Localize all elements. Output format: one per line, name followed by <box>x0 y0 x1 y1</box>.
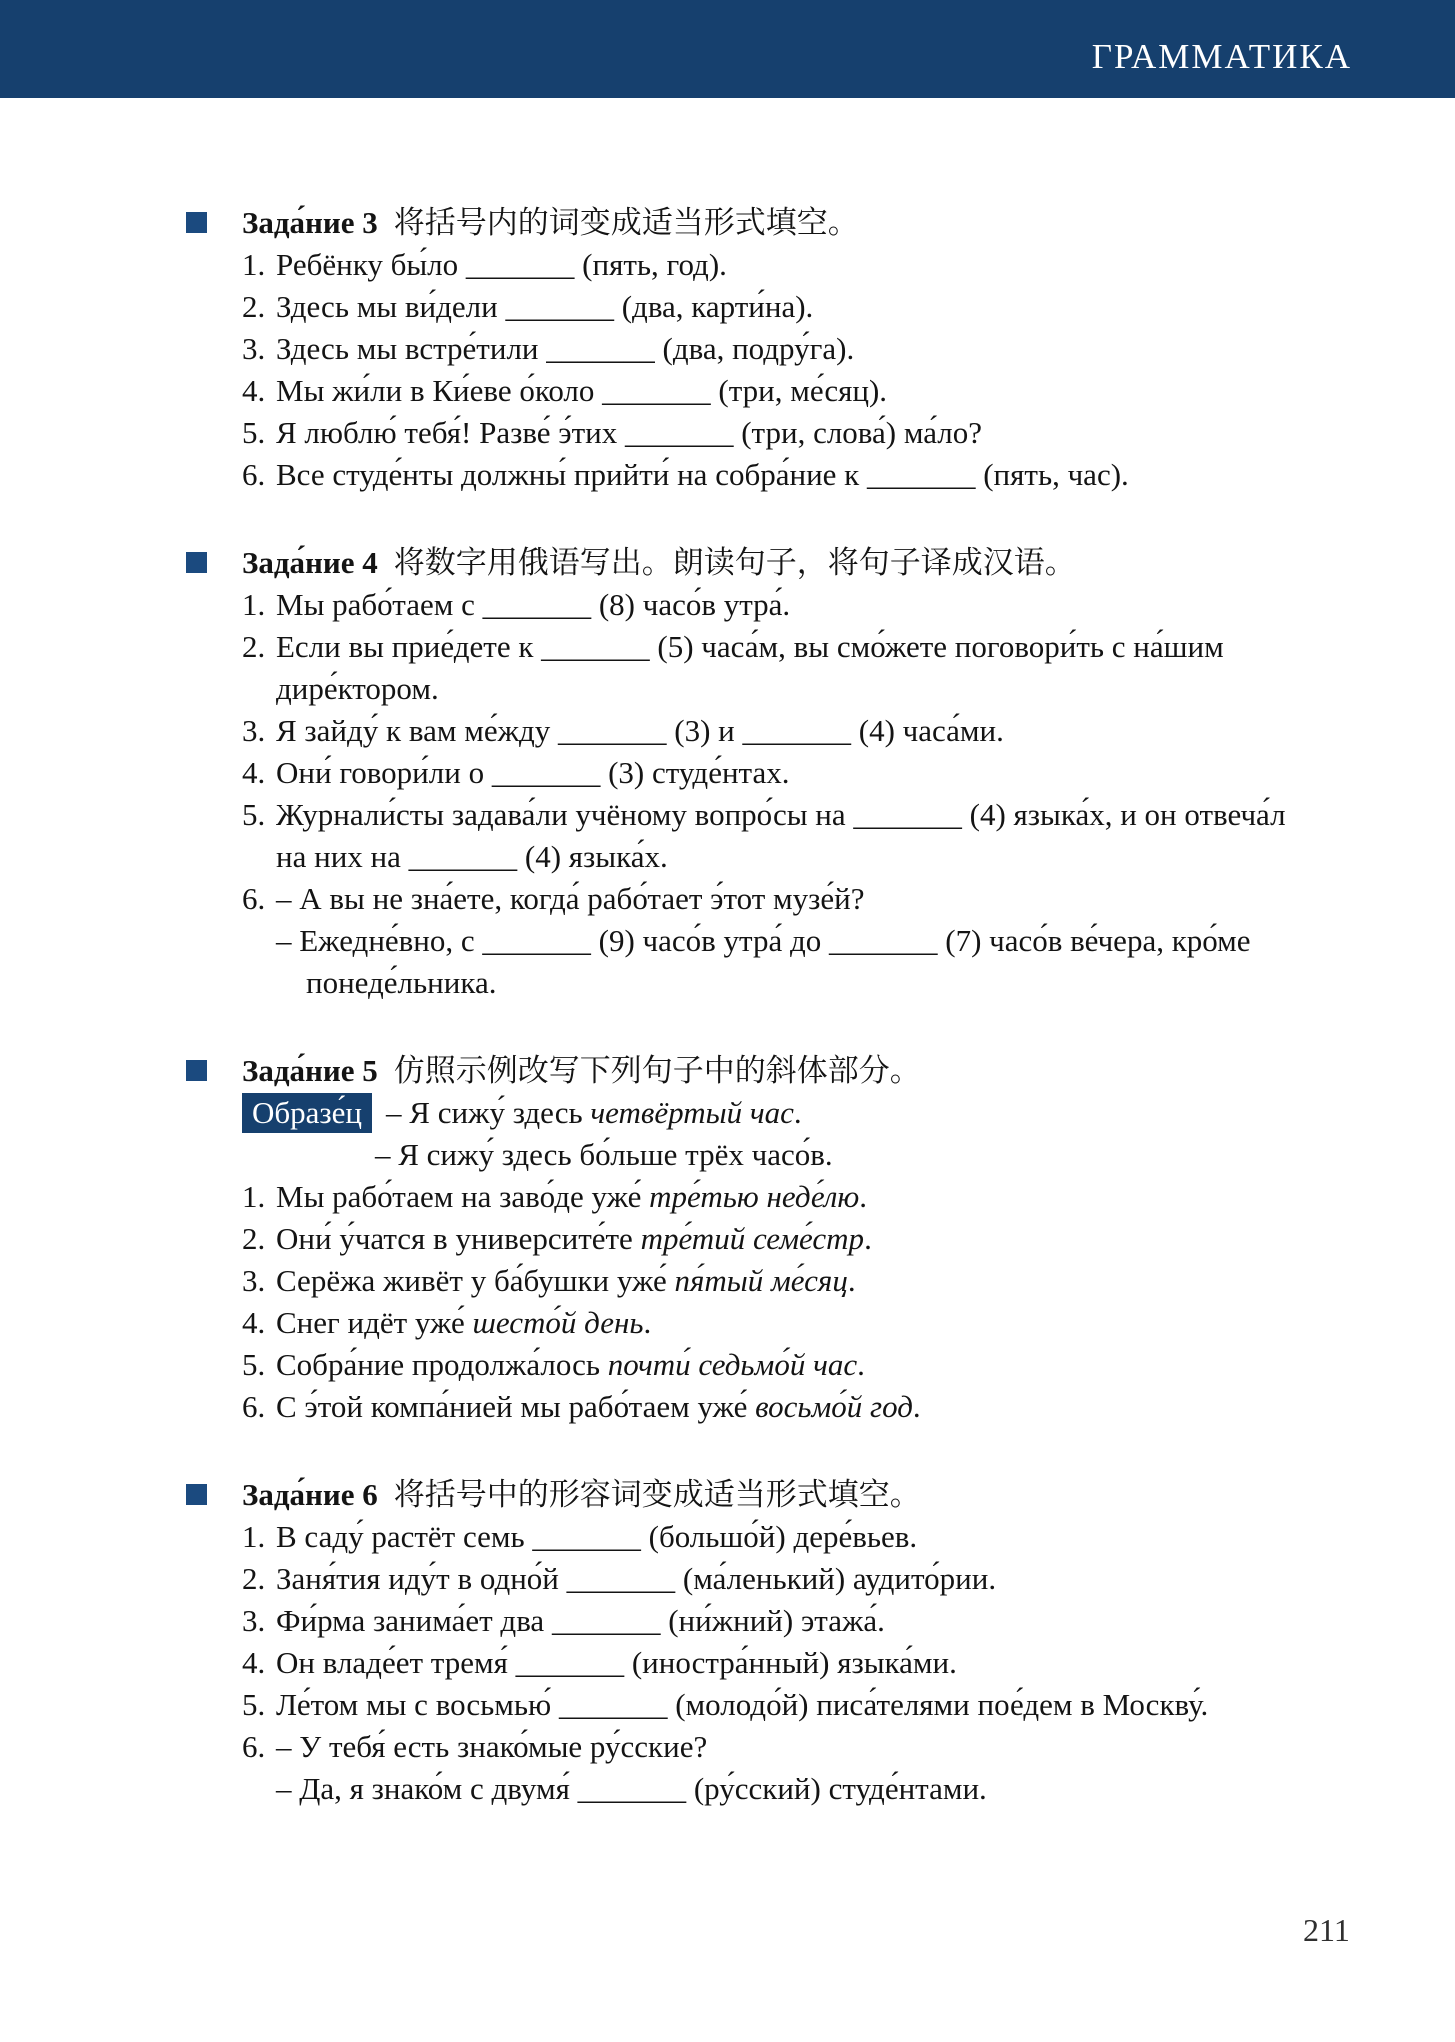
task-body <box>242 1092 1322 1428</box>
text-segment: В саду́ растёт семь _______ (большо́й) дере́вьев. <box>276 1519 918 1554</box>
text-segment: . <box>859 1179 867 1214</box>
item-number: 2. <box>242 289 266 324</box>
task-title: Зада́ние 4 <box>242 545 378 580</box>
exercise-item <box>242 626 1322 710</box>
exercise-item <box>242 244 1322 286</box>
item-number: 3. <box>242 1603 266 1638</box>
page-header-title: ГРАММАТИКА <box>1091 37 1352 76</box>
item-number: 6. <box>242 457 266 492</box>
text-segment: Я зайду́ к вам ме́жду _______ (3) и _______ (4) часа́ми. <box>276 713 1004 748</box>
item-line <box>242 1684 1322 1726</box>
item-number: 3. <box>242 713 266 748</box>
item-line <box>242 1516 1322 1558</box>
exercise-item <box>242 1726 1322 1810</box>
task-title: Зада́ние 6 <box>242 1477 378 1512</box>
text-segment: Заня́тия иду́т в одно́й _______ (ма́ленький) аудито́рии. <box>276 1561 997 1596</box>
task-title: Зада́ние 3 <box>242 205 378 240</box>
exercise-item <box>242 1176 1322 1218</box>
item-number: 2. <box>242 1561 266 1596</box>
italic-text-segment: восьмо́й год <box>755 1389 913 1424</box>
italic-text-segment: тре́тью неде́лю <box>649 1179 860 1214</box>
text-segment: Журнали́сты задава́ли учёному вопро́сы на _______ (4) языка́х, и он отвеча́л на них на _______ (4) языка́х. <box>276 797 1286 874</box>
exercise-item <box>242 1218 1322 1260</box>
exercise-item <box>242 286 1322 328</box>
task-6 <box>186 1474 1366 1810</box>
task-4 <box>186 542 1366 1004</box>
exercise-item <box>242 1260 1322 1302</box>
italic-text-segment: четвёртый час <box>590 1095 794 1130</box>
item-line <box>242 752 1322 794</box>
text-segment: . <box>864 1221 872 1256</box>
text-segment: Фи́рма занима́ет два _______ (ни́жний) этажа́. <box>276 1603 885 1638</box>
item-number: 5. <box>242 1687 266 1722</box>
text-segment: Мы рабо́таем с _______ (8) часо́в утра́. <box>276 587 791 622</box>
item-number: 1. <box>242 1519 266 1554</box>
exercise-item <box>242 454 1322 496</box>
exercise-item <box>242 710 1322 752</box>
text-segment: Они́ у́чатся в университе́те <box>276 1221 641 1256</box>
exercise-item <box>242 584 1322 626</box>
item-line <box>242 1726 1322 1768</box>
task-3 <box>186 202 1366 496</box>
task-header <box>186 542 1366 584</box>
exercise-item <box>242 328 1322 370</box>
exercise-item <box>242 1558 1322 1600</box>
item-line <box>242 286 1322 328</box>
task-header <box>186 1474 1366 1516</box>
text-segment: – Ежедне́вно, с _______ (9) часо́в утра́ до _______ (7) часо́в ве́чера, кро́ме понеде́льника. <box>276 923 1251 1000</box>
item-line <box>242 626 1322 710</box>
exercise-item <box>242 412 1322 454</box>
italic-text-segment: почти́ седьмо́й час <box>607 1347 858 1382</box>
tasks-root <box>186 202 1366 1810</box>
item-line <box>242 1218 1322 1260</box>
example-line <box>375 1134 1322 1176</box>
bullet-square-icon <box>186 1484 207 1505</box>
item-number: 1. <box>242 1179 266 1214</box>
exercise-item <box>242 370 1322 412</box>
bullet-square-icon <box>186 1060 207 1081</box>
text-segment: Мы рабо́таем на заво́де уже́ <box>276 1179 650 1214</box>
text-segment: Он владе́ет тремя́ _______ (иностра́нный) языка́ми. <box>276 1645 957 1680</box>
task-instruction: 仿照示例改写下列句子中的斜体部分。 <box>393 1053 921 1088</box>
exercise-item <box>242 1642 1322 1684</box>
exercise-item <box>242 1600 1322 1642</box>
text-segment: – Я сижу́ здесь <box>386 1095 591 1130</box>
item-number: 1. <box>242 587 266 622</box>
italic-text-segment: тре́тий семе́стр <box>640 1221 865 1256</box>
bullet-square-icon <box>186 552 207 573</box>
example-block <box>242 1092 1322 1176</box>
task-body <box>242 244 1322 496</box>
exercise-item <box>242 1386 1322 1428</box>
text-segment: Они́ говори́ли о _______ (3) студе́нтах. <box>276 755 790 790</box>
exercise-item <box>242 1516 1322 1558</box>
item-line <box>242 1600 1322 1642</box>
italic-text-segment: шесто́й день <box>472 1305 644 1340</box>
bullet-square-icon <box>186 212 207 233</box>
item-number: 6. <box>242 1729 266 1764</box>
exercise-item <box>242 1302 1322 1344</box>
item-line <box>242 244 1322 286</box>
text-segment: Все студе́нты должны́ прийти́ на собра́ние к _______ (пять, час). <box>276 457 1129 492</box>
text-segment: . <box>912 1389 921 1424</box>
item-number: 1. <box>242 247 266 282</box>
page-number: 211 <box>1303 1912 1350 1948</box>
item-line <box>242 1558 1322 1600</box>
item-number: 4. <box>242 1645 266 1680</box>
exercise-item <box>242 752 1322 794</box>
item-line <box>242 1642 1322 1684</box>
text-segment: . <box>847 1263 856 1298</box>
task-5 <box>186 1050 1366 1428</box>
task-instruction: 将括号中的形容词变成适当形式填空。 <box>393 1477 921 1512</box>
item-number: 5. <box>242 797 266 832</box>
exercise-item <box>242 1344 1322 1386</box>
text-segment: – А вы не зна́ете, когда́ рабо́тает э́тот музе́й? <box>276 881 865 916</box>
text-segment: . <box>793 1095 802 1130</box>
exercise-item <box>242 794 1322 878</box>
item-number: 6. <box>242 881 266 916</box>
example-line <box>242 1092 1322 1134</box>
item-line <box>276 920 1322 1004</box>
item-number: 4. <box>242 373 266 408</box>
item-line <box>242 1176 1322 1218</box>
task-body <box>242 1516 1322 1810</box>
text-segment: Ребёнку бы́ло _______ (пять, год). <box>276 247 727 282</box>
text-segment: Серёжа живёт у ба́бушки уже́ <box>276 1263 675 1298</box>
exercise-item <box>242 878 1322 1004</box>
text-segment: Я люблю́ тебя́! Разве́ э́тих _______ (три, слова́) ма́ло? <box>276 415 983 450</box>
italic-text-segment: пя́тый ме́сяц <box>674 1263 848 1298</box>
item-number: 3. <box>242 1263 266 1298</box>
exercise-item <box>242 1684 1322 1726</box>
item-line <box>242 1260 1322 1302</box>
example-label: Образе́ц <box>242 1093 372 1133</box>
text-segment: – У тебя́ есть знако́мые ру́сские? <box>276 1729 708 1764</box>
item-line <box>242 370 1322 412</box>
item-line <box>242 454 1322 496</box>
task-instruction: 将数字用俄语写出。朗读句子，将句子译成汉语。 <box>393 545 1076 580</box>
item-line <box>242 1302 1322 1344</box>
text-segment: Снег идёт уже́ <box>276 1305 473 1340</box>
item-line <box>242 1344 1322 1386</box>
task-title: Зада́ние 5 <box>242 1053 378 1088</box>
item-line <box>242 794 1322 878</box>
text-segment: Здесь мы встре́тили _______ (два, подру́га). <box>276 331 855 366</box>
text-segment: . <box>643 1305 652 1340</box>
task-header <box>186 1050 1366 1092</box>
page-header <box>0 0 1455 98</box>
item-number: 3. <box>242 331 266 366</box>
item-line <box>276 1768 1322 1810</box>
task-body <box>242 584 1322 1004</box>
task-header <box>186 202 1366 244</box>
text-segment: Если вы прие́дете к _______ (5) часа́м, вы смо́жете поговори́ть с на́шим дире́ктором. <box>276 629 1224 706</box>
item-line <box>242 412 1322 454</box>
text-segment: С э́той компа́нией мы рабо́таем уже́ <box>276 1389 756 1424</box>
item-number: 4. <box>242 1305 266 1340</box>
text-segment: – Да, я знако́м с двумя́ _______ (ру́сский) студе́нтами. <box>276 1771 987 1806</box>
item-number: 6. <box>242 1389 266 1424</box>
text-segment: . <box>857 1347 865 1382</box>
item-line <box>242 1386 1322 1428</box>
text-segment: Здесь мы ви́дели _______ (два, карти́на). <box>276 289 814 324</box>
text-segment: Мы жи́ли в Ки́еве о́коло _______ (три, ме́сяц). <box>276 373 888 408</box>
text-segment: – Я сижу́ здесь бо́льше трёх часо́в. <box>375 1137 833 1172</box>
text-segment: Собра́ние продолжа́лось <box>276 1347 608 1382</box>
content <box>186 98 1366 1856</box>
text-segment: Ле́том мы с восьмью́ _______ (молодо́й) писа́телями пое́дем в Москву́. <box>276 1687 1209 1722</box>
item-number: 2. <box>242 1221 266 1256</box>
item-number: 2. <box>242 629 266 664</box>
item-line <box>242 328 1322 370</box>
item-line <box>242 584 1322 626</box>
item-line <box>242 710 1322 752</box>
item-number: 4. <box>242 755 266 790</box>
item-line <box>242 878 1322 920</box>
task-instruction: 将括号内的词变成适当形式填空。 <box>393 205 859 240</box>
item-number: 5. <box>242 1347 266 1382</box>
item-number: 5. <box>242 415 266 450</box>
